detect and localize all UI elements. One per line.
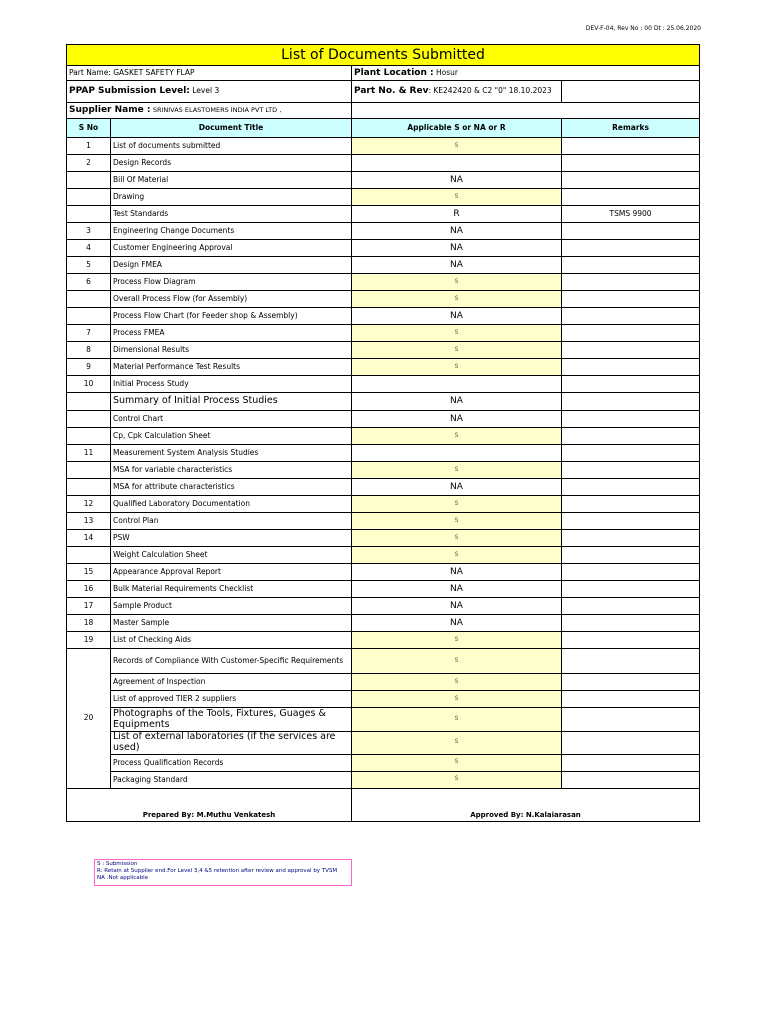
- row-applicable: NA: [352, 564, 562, 581]
- row-applicable: NA: [352, 240, 562, 257]
- row-remarks: [562, 732, 700, 755]
- row-remarks: [562, 376, 700, 393]
- row-applicable: [352, 445, 562, 462]
- row-document-title: Design Records: [111, 155, 352, 172]
- row-remarks: [562, 257, 700, 274]
- row-applicable: S: [352, 771, 562, 788]
- row-remarks: [562, 359, 700, 376]
- row-document-title: MSA for variable characteristics: [111, 462, 352, 479]
- row-applicable: S: [352, 325, 562, 342]
- table-row: [67, 547, 700, 564]
- document-reference: DEV-F-04, Rev No : 00 Dt : 25.06.2020: [585, 25, 701, 32]
- row-applicable: NA: [352, 223, 562, 240]
- row-sno: 12: [67, 496, 111, 513]
- row-document-title: Bulk Material Requirements Checklist: [111, 581, 352, 598]
- part-name-value: GASKET SAFETY FLAP: [113, 67, 195, 77]
- row-document-title: Design FMEA: [111, 257, 352, 274]
- row-sno: 5: [67, 257, 111, 274]
- row-document-title: Sample Product: [111, 598, 352, 615]
- row-document-title: List of Checking Aids: [111, 632, 352, 649]
- table-row: [67, 564, 700, 581]
- row-document-title: Dimensional Results: [111, 342, 352, 359]
- part-name-cell: [67, 66, 352, 81]
- row-sno: 15: [67, 564, 111, 581]
- row-document-title: Summary of Initial Process Studies: [111, 393, 352, 411]
- row-sno: 13: [67, 513, 111, 530]
- table-row: [67, 325, 700, 342]
- row-remarks: [562, 513, 700, 530]
- row-document-title: Process Flow Diagram: [111, 274, 352, 291]
- row-applicable: NA: [352, 615, 562, 632]
- row-applicable: S: [352, 189, 562, 206]
- part-no-value: : KE242420 & C2 "0" 18.10.2023: [428, 86, 552, 96]
- row-document-title: Cp, Cpk Calculation Sheet: [111, 428, 352, 445]
- table-row: [67, 496, 700, 513]
- part-name-label: Part Name:: [69, 67, 111, 77]
- row-remarks: [562, 155, 700, 172]
- row-remarks: [562, 274, 700, 291]
- row-applicable: S: [352, 496, 562, 513]
- row-document-title: Records of Compliance With Customer-Specific Requirements: [111, 649, 352, 674]
- row-applicable: S: [352, 649, 562, 674]
- row-remarks: [562, 530, 700, 547]
- row-sno: 17: [67, 598, 111, 615]
- col-applicable-header: Applicable S or NA or R: [352, 119, 562, 138]
- row-applicable: NA: [352, 308, 562, 325]
- row-sno: 8: [67, 342, 111, 359]
- row-document-title: Overall Process Flow (for Assembly): [111, 291, 352, 308]
- table-row: [67, 359, 700, 376]
- row-document-title: List of external laboratories (if the services are used): [111, 732, 352, 755]
- row-remarks: [562, 138, 700, 155]
- row-document-title: List of documents submitted: [111, 138, 352, 155]
- table-row: [67, 649, 700, 674]
- table-row: [67, 691, 700, 708]
- row-sno: [67, 189, 111, 206]
- row-document-title: Drawing: [111, 189, 352, 206]
- row-remarks: [562, 632, 700, 649]
- table-row: [67, 513, 700, 530]
- row-sno: 9: [67, 359, 111, 376]
- plant-location-label: Plant Location :: [354, 67, 434, 78]
- row-sno: 4: [67, 240, 111, 257]
- table-row: [67, 771, 700, 788]
- row-sno: [67, 428, 111, 445]
- row-document-title: Control Chart: [111, 411, 352, 428]
- table-row: [67, 674, 700, 691]
- table-row: [67, 462, 700, 479]
- part-no-cell: [352, 81, 562, 103]
- row-remarks: [562, 649, 700, 674]
- row-remarks: [562, 598, 700, 615]
- supplier-label: Supplier Name :: [69, 105, 151, 116]
- part-name-row: [67, 66, 700, 81]
- row-applicable: NA: [352, 411, 562, 428]
- row-remarks: [562, 428, 700, 445]
- row-document-title: Measurement System Analysis Studies: [111, 445, 352, 462]
- row-remarks: [562, 674, 700, 691]
- row-applicable: S: [352, 274, 562, 291]
- row-document-title: Material Performance Test Results: [111, 359, 352, 376]
- table-row: [67, 428, 700, 445]
- row-sno: 16: [67, 581, 111, 598]
- row-applicable: S: [352, 462, 562, 479]
- row-sno: [67, 462, 111, 479]
- row-sno: [67, 479, 111, 496]
- ppap-row: [67, 81, 700, 103]
- table-row: [67, 598, 700, 615]
- row-remarks: [562, 496, 700, 513]
- table-row: [67, 479, 700, 496]
- table-row: [67, 172, 700, 189]
- table-row: [67, 138, 700, 155]
- row-applicable: S: [352, 691, 562, 708]
- row-applicable: NA: [352, 257, 562, 274]
- supplier-value: SRINIVAS ELASTOMERS INDIA PVT LTD ,: [152, 106, 282, 115]
- table-row: [67, 291, 700, 308]
- row-remarks: [562, 325, 700, 342]
- row-applicable: S: [352, 428, 562, 445]
- row-document-title: Control Plan: [111, 513, 352, 530]
- row-applicable: S: [352, 530, 562, 547]
- part-no-label: Part No. & Rev: [354, 86, 429, 97]
- table-row: [67, 308, 700, 325]
- legend-line-na: NA :Not applicable: [97, 874, 149, 881]
- row-sno: 3: [67, 223, 111, 240]
- ppap-value: Level 3: [192, 86, 220, 96]
- supplier-cell: [67, 103, 352, 119]
- row-remarks: [562, 308, 700, 325]
- col-remarks-header: Remarks: [562, 119, 700, 138]
- row-applicable: S: [352, 342, 562, 359]
- row-sno: 7: [67, 325, 111, 342]
- supplier-blank: [352, 103, 700, 119]
- row-remarks: [562, 240, 700, 257]
- row-sno: 18: [67, 615, 111, 632]
- title-row: [67, 45, 700, 66]
- row-remarks: TSMS 9900: [562, 206, 700, 223]
- table-row: [67, 732, 700, 755]
- row-sno: 14: [67, 530, 111, 547]
- table-row: [67, 632, 700, 649]
- ppap-cell: [67, 81, 352, 103]
- row-document-title: Initial Process Study: [111, 376, 352, 393]
- row-document-title: PSW: [111, 530, 352, 547]
- row-applicable: S: [352, 291, 562, 308]
- part-no-blank: [562, 81, 700, 103]
- row-applicable: NA: [352, 393, 562, 411]
- row-applicable: S: [352, 674, 562, 691]
- row-sno: [67, 206, 111, 223]
- row-sno: 20: [67, 649, 111, 789]
- row-document-title: Process Flow Chart (for Feeder shop & Assembly): [111, 308, 352, 325]
- plant-location-value: Hosur: [436, 67, 459, 77]
- row-remarks: [562, 581, 700, 598]
- row-sno: [67, 172, 111, 189]
- signature-row: [67, 788, 700, 821]
- col-sno-header: S No: [67, 119, 111, 138]
- row-document-title: Appearance Approval Report: [111, 564, 352, 581]
- row-applicable: S: [352, 138, 562, 155]
- legend-box: [94, 859, 352, 886]
- table-row: [67, 376, 700, 393]
- table-row: [67, 206, 700, 223]
- table-row: [67, 155, 700, 172]
- row-applicable: [352, 376, 562, 393]
- row-remarks: [562, 342, 700, 359]
- row-remarks: [562, 754, 700, 771]
- row-document-title: Weight Calculation Sheet: [111, 547, 352, 564]
- row-remarks: [562, 547, 700, 564]
- row-remarks: [562, 223, 700, 240]
- column-header-row: [67, 119, 700, 138]
- row-document-title: MSA for attribute characteristics: [111, 479, 352, 496]
- table-row: [67, 445, 700, 462]
- row-remarks: [562, 291, 700, 308]
- row-document-title: Test Standards: [111, 206, 352, 223]
- row-document-title: Engineering Change Documents: [111, 223, 352, 240]
- row-applicable: NA: [352, 172, 562, 189]
- row-remarks: [562, 479, 700, 496]
- table-row: [67, 708, 700, 732]
- table-row: [67, 342, 700, 359]
- legend-line-submission: S : Submission: [97, 861, 138, 867]
- row-sno: 10: [67, 376, 111, 393]
- row-sno: [67, 411, 111, 428]
- row-document-title: Process Qualification Records: [111, 754, 352, 771]
- row-applicable: S: [352, 732, 562, 755]
- legend-line-retain: R: Retain at Supplier end.For Level 3,4 &5 retention after review and approval by TVSM: [97, 867, 338, 874]
- table-row: [67, 393, 700, 411]
- plant-location-cell: [352, 66, 700, 81]
- row-document-title: Agreement of Inspection: [111, 674, 352, 691]
- row-document-title: Bill Of Material: [111, 172, 352, 189]
- table-row: [67, 754, 700, 771]
- row-sno: 2: [67, 155, 111, 172]
- row-remarks: [562, 771, 700, 788]
- row-applicable: S: [352, 708, 562, 732]
- row-applicable: S: [352, 359, 562, 376]
- row-remarks: [562, 615, 700, 632]
- row-remarks: [562, 445, 700, 462]
- row-applicable: S: [352, 513, 562, 530]
- row-remarks: [562, 691, 700, 708]
- table-row: [67, 615, 700, 632]
- row-document-title: List of approved TIER 2 suppliers: [111, 691, 352, 708]
- row-document-title: Customer Engineering Approval: [111, 240, 352, 257]
- prepared-by: Prepared By: M.Muthu Venkatesh: [67, 788, 352, 821]
- table-row: [67, 581, 700, 598]
- row-document-title: Photographs of the Tools, Fixtures, Guages & Equipments: [111, 708, 352, 732]
- row-sno: [67, 291, 111, 308]
- row-sno: 6: [67, 274, 111, 291]
- row-remarks: [562, 708, 700, 732]
- table-row: [67, 274, 700, 291]
- row-applicable: NA: [352, 479, 562, 496]
- row-applicable: S: [352, 754, 562, 771]
- row-applicable: [352, 155, 562, 172]
- row-sno: 1: [67, 138, 111, 155]
- row-sno: 11: [67, 445, 111, 462]
- row-applicable: NA: [352, 581, 562, 598]
- row-remarks: [562, 462, 700, 479]
- table-row: [67, 240, 700, 257]
- sheet-title: List of Documents Submitted: [67, 45, 700, 66]
- row-applicable: S: [352, 547, 562, 564]
- row-remarks: [562, 172, 700, 189]
- row-sno: [67, 308, 111, 325]
- row-sno: 19: [67, 632, 111, 649]
- table-row: [67, 223, 700, 240]
- row-sno: [67, 547, 111, 564]
- row-document-title: Qualified Laboratory Documentation: [111, 496, 352, 513]
- row-remarks: [562, 411, 700, 428]
- row-remarks: [562, 393, 700, 411]
- row-applicable: S: [352, 632, 562, 649]
- approved-by: Approved By: N.Kalaiarasan: [352, 788, 700, 821]
- row-applicable: R: [352, 206, 562, 223]
- row-sno: [67, 393, 111, 411]
- table-row: [67, 189, 700, 206]
- row-document-title: Process FMEA: [111, 325, 352, 342]
- row-document-title: Master Sample: [111, 615, 352, 632]
- table-row: [67, 411, 700, 428]
- row-document-title: Packaging Standard: [111, 771, 352, 788]
- supplier-row: [67, 103, 700, 119]
- table-row: [67, 530, 700, 547]
- documents-table: [66, 44, 700, 822]
- row-remarks: [562, 189, 700, 206]
- table-row: [67, 257, 700, 274]
- row-remarks: [562, 564, 700, 581]
- ppap-label: PPAP Submission Level:: [69, 86, 190, 97]
- col-title-header: Document Title: [111, 119, 352, 138]
- row-applicable: NA: [352, 598, 562, 615]
